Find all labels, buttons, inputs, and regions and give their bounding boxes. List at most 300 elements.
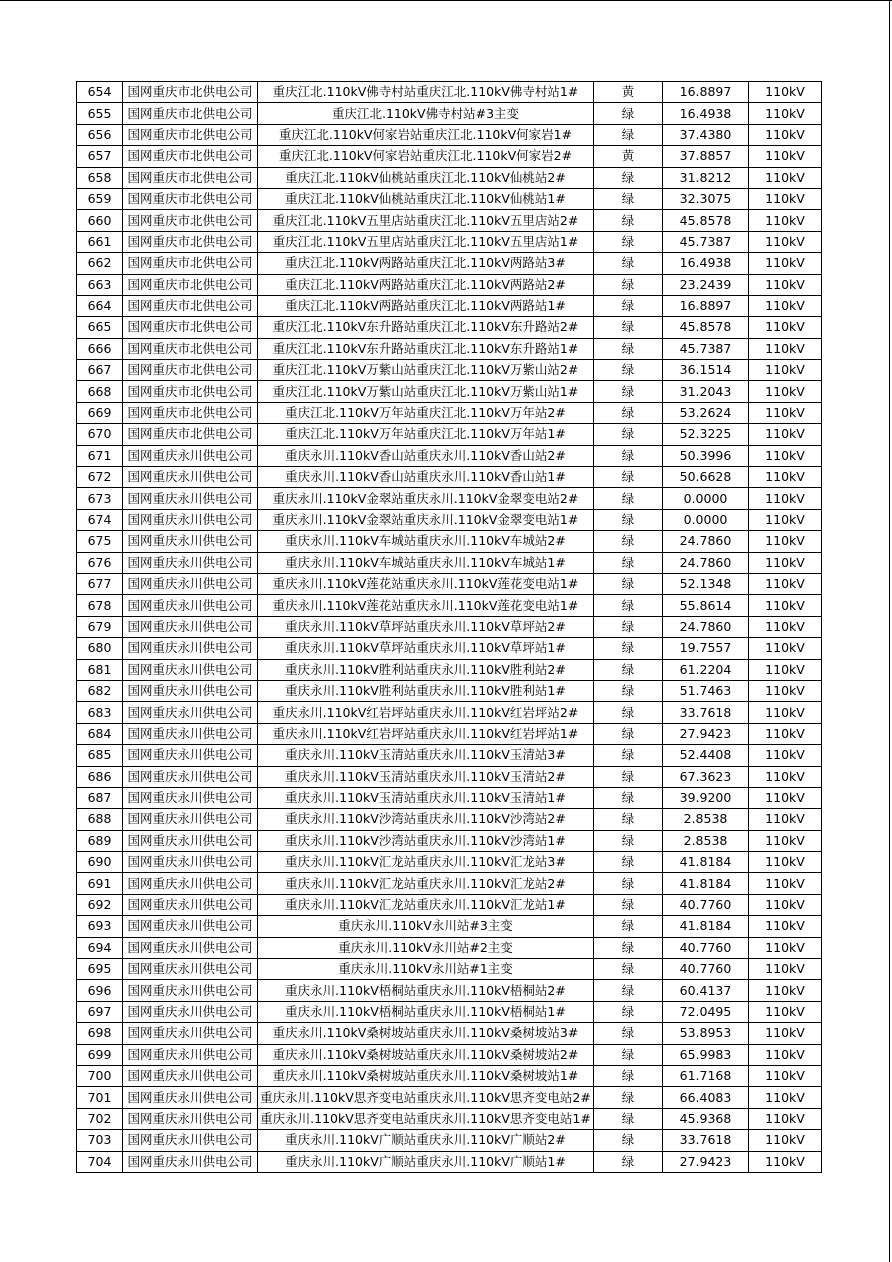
- voltage-cell: 110kV: [749, 894, 822, 915]
- row-index-cell: 665: [77, 317, 123, 338]
- table-row: [77, 787, 822, 808]
- voltage-cell: 110kV: [749, 103, 822, 124]
- value-cell: 37.4380: [663, 124, 749, 145]
- value-cell: 0.0000: [663, 509, 749, 530]
- row-index-cell: 693: [77, 916, 123, 937]
- company-cell: 国网重庆永川供电公司: [123, 787, 258, 808]
- station-name-cell: 重庆永川.110kV思齐变电站重庆永川.110kV思齐变电站1#: [258, 1108, 594, 1129]
- status-cell: 绿: [594, 188, 663, 209]
- row-index-cell: 681: [77, 659, 123, 680]
- table-row: [77, 210, 822, 231]
- table-row: [77, 488, 822, 509]
- row-index-cell: 694: [77, 937, 123, 958]
- row-index-cell: 667: [77, 360, 123, 381]
- company-cell: 国网重庆市北供电公司: [123, 146, 258, 167]
- table-row: [77, 381, 822, 402]
- station-name-cell: 重庆永川.110kV香山站重庆永川.110kV香山站1#: [258, 467, 594, 488]
- station-name-cell: 重庆永川.110kV梧桐站重庆永川.110kV梧桐站2#: [258, 980, 594, 1001]
- company-cell: 国网重庆永川供电公司: [123, 873, 258, 894]
- value-cell: 24.7860: [663, 616, 749, 637]
- voltage-cell: 110kV: [749, 702, 822, 723]
- page-top-border: [0, 0, 892, 1]
- status-cell: 绿: [594, 680, 663, 701]
- status-cell: 绿: [594, 873, 663, 894]
- table-row: [77, 680, 822, 701]
- row-index-cell: 676: [77, 552, 123, 573]
- station-name-cell: 重庆永川.110kV草坪站重庆永川.110kV草坪站1#: [258, 638, 594, 659]
- station-name-cell: 重庆永川.110kV沙湾站重庆永川.110kV沙湾站2#: [258, 809, 594, 830]
- station-name-cell: 重庆永川.110kV广顺站重庆永川.110kV广顺站2#: [258, 1130, 594, 1151]
- row-index-cell: 658: [77, 167, 123, 188]
- table-row: [77, 338, 822, 359]
- value-cell: 52.1348: [663, 573, 749, 594]
- station-name-cell: 重庆永川.110kV汇龙站重庆永川.110kV汇龙站2#: [258, 873, 594, 894]
- row-index-cell: 677: [77, 573, 123, 594]
- value-cell: 31.2043: [663, 381, 749, 402]
- voltage-cell: 110kV: [749, 274, 822, 295]
- table-row: [77, 959, 822, 980]
- voltage-cell: 110kV: [749, 317, 822, 338]
- company-cell: 国网重庆市北供电公司: [123, 274, 258, 295]
- row-index-cell: 682: [77, 680, 123, 701]
- table-row: [77, 146, 822, 167]
- voltage-cell: 110kV: [749, 188, 822, 209]
- value-cell: 39.9200: [663, 787, 749, 808]
- value-cell: 40.7760: [663, 959, 749, 980]
- table-row: [77, 766, 822, 787]
- voltage-cell: 110kV: [749, 873, 822, 894]
- voltage-cell: 110kV: [749, 616, 822, 637]
- table-row: [77, 531, 822, 552]
- value-cell: 19.7557: [663, 638, 749, 659]
- voltage-cell: 110kV: [749, 509, 822, 530]
- table-row: [77, 1023, 822, 1044]
- value-cell: 45.8578: [663, 317, 749, 338]
- table-row: [77, 702, 822, 723]
- row-index-cell: 703: [77, 1130, 123, 1151]
- value-cell: 72.0495: [663, 1001, 749, 1022]
- row-index-cell: 668: [77, 381, 123, 402]
- row-index-cell: 660: [77, 210, 123, 231]
- station-name-cell: 重庆永川.110kV梧桐站重庆永川.110kV梧桐站1#: [258, 1001, 594, 1022]
- table-row: [77, 295, 822, 316]
- status-cell: 绿: [594, 317, 663, 338]
- value-cell: 16.8897: [663, 82, 749, 103]
- company-cell: 国网重庆市北供电公司: [123, 402, 258, 423]
- station-name-cell: 重庆江北.110kV两路站重庆江北.110kV两路站3#: [258, 253, 594, 274]
- station-name-cell: 重庆江北.110kV万年站重庆江北.110kV万年站2#: [258, 402, 594, 423]
- voltage-cell: 110kV: [749, 959, 822, 980]
- voltage-cell: 110kV: [749, 1087, 822, 1108]
- voltage-cell: 110kV: [749, 552, 822, 573]
- voltage-cell: 110kV: [749, 723, 822, 744]
- table-row: [77, 188, 822, 209]
- status-cell: 绿: [594, 766, 663, 787]
- station-name-cell: 重庆江北.110kV万紫山站重庆江北.110kV万紫山站1#: [258, 381, 594, 402]
- status-cell: 绿: [594, 959, 663, 980]
- row-index-cell: 674: [77, 509, 123, 530]
- table-row: [77, 745, 822, 766]
- value-cell: 40.7760: [663, 894, 749, 915]
- status-cell: 绿: [594, 595, 663, 616]
- row-index-cell: 685: [77, 745, 123, 766]
- row-index-cell: 671: [77, 445, 123, 466]
- status-cell: 绿: [594, 210, 663, 231]
- status-cell: 绿: [594, 103, 663, 124]
- status-cell: 绿: [594, 1108, 663, 1129]
- station-name-cell: 重庆永川.110kV玉清站重庆永川.110kV玉清站3#: [258, 745, 594, 766]
- table-row: [77, 980, 822, 1001]
- voltage-cell: 110kV: [749, 980, 822, 1001]
- voltage-cell: 110kV: [749, 787, 822, 808]
- row-index-cell: 699: [77, 1044, 123, 1065]
- row-index-cell: 675: [77, 531, 123, 552]
- table-row: [77, 467, 822, 488]
- value-cell: 50.3996: [663, 445, 749, 466]
- company-cell: 国网重庆市北供电公司: [123, 360, 258, 381]
- row-index-cell: 702: [77, 1108, 123, 1129]
- value-cell: 27.9423: [663, 1151, 749, 1172]
- station-name-cell: 重庆永川.110kV红岩坪站重庆永川.110kV红岩坪站1#: [258, 723, 594, 744]
- value-cell: 41.8184: [663, 873, 749, 894]
- company-cell: 国网重庆市北供电公司: [123, 124, 258, 145]
- row-index-cell: 692: [77, 894, 123, 915]
- table-row: [77, 82, 822, 103]
- table-row: [77, 873, 822, 894]
- voltage-cell: 110kV: [749, 638, 822, 659]
- station-name-cell: 重庆江北.110kV何家岩站重庆江北.110kV何家岩2#: [258, 146, 594, 167]
- table-row: [77, 1087, 822, 1108]
- voltage-cell: 110kV: [749, 360, 822, 381]
- voltage-cell: 110kV: [749, 809, 822, 830]
- voltage-cell: 110kV: [749, 445, 822, 466]
- voltage-cell: 110kV: [749, 1023, 822, 1044]
- company-cell: 国网重庆市北供电公司: [123, 381, 258, 402]
- table-row: [77, 360, 822, 381]
- station-name-cell: 重庆永川.110kV沙湾站重庆永川.110kV沙湾站1#: [258, 830, 594, 851]
- company-cell: 国网重庆市北供电公司: [123, 338, 258, 359]
- voltage-cell: 110kV: [749, 488, 822, 509]
- value-cell: 45.8578: [663, 210, 749, 231]
- value-cell: 52.3225: [663, 424, 749, 445]
- value-cell: 27.9423: [663, 723, 749, 744]
- table-row: [77, 852, 822, 873]
- station-name-cell: 重庆永川.110kV胜利站重庆永川.110kV胜利站1#: [258, 680, 594, 701]
- voltage-cell: 110kV: [749, 124, 822, 145]
- status-cell: 绿: [594, 659, 663, 680]
- station-name-cell: 重庆永川.110kV草坪站重庆永川.110kV草坪站2#: [258, 616, 594, 637]
- table-row: [77, 103, 822, 124]
- company-cell: 国网重庆永川供电公司: [123, 959, 258, 980]
- table-row: [77, 552, 822, 573]
- value-cell: 32.3075: [663, 188, 749, 209]
- value-cell: 50.6628: [663, 467, 749, 488]
- row-index-cell: 683: [77, 702, 123, 723]
- company-cell: 国网重庆永川供电公司: [123, 1130, 258, 1151]
- row-index-cell: 679: [77, 616, 123, 637]
- station-name-cell: 重庆永川.110kV莲花站重庆永川.110kV莲花变电站1#: [258, 573, 594, 594]
- status-cell: 绿: [594, 1044, 663, 1065]
- station-name-cell: 重庆江北.110kV两路站重庆江北.110kV两路站1#: [258, 295, 594, 316]
- table-row: [77, 1044, 822, 1065]
- company-cell: 国网重庆永川供电公司: [123, 745, 258, 766]
- voltage-cell: 110kV: [749, 1001, 822, 1022]
- voltage-cell: 110kV: [749, 295, 822, 316]
- company-cell: 国网重庆永川供电公司: [123, 723, 258, 744]
- company-cell: 国网重庆市北供电公司: [123, 317, 258, 338]
- value-cell: 45.9368: [663, 1108, 749, 1129]
- value-cell: 24.7860: [663, 531, 749, 552]
- status-cell: 绿: [594, 445, 663, 466]
- table-row: [77, 830, 822, 851]
- row-index-cell: 698: [77, 1023, 123, 1044]
- row-index-cell: 696: [77, 980, 123, 1001]
- table-row: [77, 894, 822, 915]
- voltage-cell: 110kV: [749, 1108, 822, 1129]
- station-name-cell: 重庆永川.110kV桑树坡站重庆永川.110kV桑树坡站1#: [258, 1065, 594, 1086]
- company-cell: 国网重庆永川供电公司: [123, 1023, 258, 1044]
- status-cell: 绿: [594, 338, 663, 359]
- company-cell: 国网重庆永川供电公司: [123, 616, 258, 637]
- status-cell: 绿: [594, 424, 663, 445]
- table-row: [77, 616, 822, 637]
- voltage-cell: 110kV: [749, 916, 822, 937]
- station-name-cell: 重庆江北.110kV佛寺村站重庆江北.110kV佛寺村站1#: [258, 82, 594, 103]
- status-cell: 绿: [594, 787, 663, 808]
- value-cell: 16.4938: [663, 253, 749, 274]
- company-cell: 国网重庆永川供电公司: [123, 852, 258, 873]
- voltage-cell: 110kV: [749, 659, 822, 680]
- table-row: [77, 124, 822, 145]
- voltage-cell: 110kV: [749, 424, 822, 445]
- company-cell: 国网重庆永川供电公司: [123, 1001, 258, 1022]
- status-cell: 绿: [594, 488, 663, 509]
- data-table: [76, 81, 822, 1173]
- row-index-cell: 687: [77, 787, 123, 808]
- table-row: [77, 723, 822, 744]
- company-cell: 国网重庆市北供电公司: [123, 424, 258, 445]
- company-cell: 国网重庆永川供电公司: [123, 509, 258, 530]
- company-cell: 国网重庆永川供电公司: [123, 659, 258, 680]
- company-cell: 国网重庆永川供电公司: [123, 531, 258, 552]
- value-cell: 60.4137: [663, 980, 749, 1001]
- row-index-cell: 689: [77, 830, 123, 851]
- station-name-cell: 重庆永川.110kV桑树坡站重庆永川.110kV桑树坡站3#: [258, 1023, 594, 1044]
- row-index-cell: 700: [77, 1065, 123, 1086]
- value-cell: 0.0000: [663, 488, 749, 509]
- station-name-cell: 重庆江北.110kV东升路站重庆江北.110kV东升路站2#: [258, 317, 594, 338]
- value-cell: 24.7860: [663, 552, 749, 573]
- station-name-cell: 重庆永川.110kV桑树坡站重庆永川.110kV桑树坡站2#: [258, 1044, 594, 1065]
- station-name-cell: 重庆江北.110kV仙桃站重庆江北.110kV仙桃站2#: [258, 167, 594, 188]
- voltage-cell: 110kV: [749, 253, 822, 274]
- value-cell: 2.8538: [663, 809, 749, 830]
- voltage-cell: 110kV: [749, 1130, 822, 1151]
- row-index-cell: 688: [77, 809, 123, 830]
- row-index-cell: 704: [77, 1151, 123, 1172]
- table-row: [77, 937, 822, 958]
- table-body: [77, 82, 822, 1173]
- status-cell: 绿: [594, 573, 663, 594]
- value-cell: 37.8857: [663, 146, 749, 167]
- status-cell: 绿: [594, 616, 663, 637]
- company-cell: 国网重庆永川供电公司: [123, 573, 258, 594]
- voltage-cell: 110kV: [749, 402, 822, 423]
- company-cell: 国网重庆永川供电公司: [123, 766, 258, 787]
- status-cell: 绿: [594, 852, 663, 873]
- row-index-cell: 672: [77, 467, 123, 488]
- row-index-cell: 659: [77, 188, 123, 209]
- value-cell: 41.8184: [663, 916, 749, 937]
- status-cell: 绿: [594, 552, 663, 573]
- status-cell: 绿: [594, 402, 663, 423]
- voltage-cell: 110kV: [749, 1065, 822, 1086]
- company-cell: 国网重庆市北供电公司: [123, 188, 258, 209]
- status-cell: 绿: [594, 916, 663, 937]
- station-name-cell: 重庆永川.110kV金翠站重庆永川.110kV金翠变电站1#: [258, 509, 594, 530]
- company-cell: 国网重庆永川供电公司: [123, 1044, 258, 1065]
- voltage-cell: 110kV: [749, 1151, 822, 1172]
- voltage-cell: 110kV: [749, 231, 822, 252]
- company-cell: 国网重庆永川供电公司: [123, 809, 258, 830]
- table-row: [77, 1065, 822, 1086]
- value-cell: 16.4938: [663, 103, 749, 124]
- row-index-cell: 662: [77, 253, 123, 274]
- status-cell: 绿: [594, 1087, 663, 1108]
- status-cell: 绿: [594, 531, 663, 552]
- row-index-cell: 695: [77, 959, 123, 980]
- company-cell: 国网重庆永川供电公司: [123, 638, 258, 659]
- station-name-cell: 重庆永川.110kV莲花站重庆永川.110kV莲花变电站1#: [258, 595, 594, 616]
- value-cell: 51.7463: [663, 680, 749, 701]
- company-cell: 国网重庆永川供电公司: [123, 916, 258, 937]
- status-cell: 绿: [594, 745, 663, 766]
- status-cell: 绿: [594, 702, 663, 723]
- company-cell: 国网重庆永川供电公司: [123, 552, 258, 573]
- status-cell: 绿: [594, 937, 663, 958]
- station-name-cell: 重庆江北.110kV东升路站重庆江北.110kV东升路站1#: [258, 338, 594, 359]
- table-row: [77, 509, 822, 530]
- row-index-cell: 701: [77, 1087, 123, 1108]
- station-name-cell: 重庆永川.110kV思齐变电站重庆永川.110kV思齐变电站2#: [258, 1087, 594, 1108]
- company-cell: 国网重庆市北供电公司: [123, 210, 258, 231]
- value-cell: 61.2204: [663, 659, 749, 680]
- table-row: [77, 253, 822, 274]
- voltage-cell: 110kV: [749, 146, 822, 167]
- value-cell: 36.1514: [663, 360, 749, 381]
- status-cell: 绿: [594, 124, 663, 145]
- row-index-cell: 655: [77, 103, 123, 124]
- table-row: [77, 1001, 822, 1022]
- station-name-cell: 重庆永川.110kV玉清站重庆永川.110kV玉清站2#: [258, 766, 594, 787]
- value-cell: 53.8953: [663, 1023, 749, 1044]
- table-row: [77, 317, 822, 338]
- value-cell: 2.8538: [663, 830, 749, 851]
- status-cell: 绿: [594, 231, 663, 252]
- table-row: [77, 445, 822, 466]
- status-cell: 黄: [594, 146, 663, 167]
- voltage-cell: 110kV: [749, 467, 822, 488]
- value-cell: 45.7387: [663, 231, 749, 252]
- table-row: [77, 231, 822, 252]
- value-cell: 16.8897: [663, 295, 749, 316]
- status-cell: 绿: [594, 295, 663, 316]
- row-index-cell: 691: [77, 873, 123, 894]
- company-cell: 国网重庆市北供电公司: [123, 295, 258, 316]
- value-cell: 41.8184: [663, 852, 749, 873]
- value-cell: 53.2624: [663, 402, 749, 423]
- table-row: [77, 638, 822, 659]
- station-name-cell: 重庆江北.110kV五里店站重庆江北.110kV五里店站2#: [258, 210, 594, 231]
- row-index-cell: 657: [77, 146, 123, 167]
- voltage-cell: 110kV: [749, 82, 822, 103]
- row-index-cell: 654: [77, 82, 123, 103]
- table-row: [77, 916, 822, 937]
- company-cell: 国网重庆市北供电公司: [123, 253, 258, 274]
- station-name-cell: 重庆江北.110kV两路站重庆江北.110kV两路站2#: [258, 274, 594, 295]
- table-row: [77, 167, 822, 188]
- company-cell: 国网重庆永川供电公司: [123, 980, 258, 1001]
- station-name-cell: 重庆永川.110kV金翠站重庆永川.110kV金翠变电站2#: [258, 488, 594, 509]
- row-index-cell: 686: [77, 766, 123, 787]
- status-cell: 绿: [594, 467, 663, 488]
- row-index-cell: 670: [77, 424, 123, 445]
- station-name-cell: 重庆永川.110kV车城站重庆永川.110kV车城站2#: [258, 531, 594, 552]
- voltage-cell: 110kV: [749, 937, 822, 958]
- voltage-cell: 110kV: [749, 745, 822, 766]
- status-cell: 绿: [594, 253, 663, 274]
- station-name-cell: 重庆永川.110kV永川站#1主变: [258, 959, 594, 980]
- table-row: [77, 424, 822, 445]
- voltage-cell: 110kV: [749, 852, 822, 873]
- voltage-cell: 110kV: [749, 167, 822, 188]
- table-row: [77, 659, 822, 680]
- row-index-cell: 663: [77, 274, 123, 295]
- table-row: [77, 595, 822, 616]
- station-name-cell: 重庆永川.110kV车城站重庆永川.110kV车城站1#: [258, 552, 594, 573]
- voltage-cell: 110kV: [749, 595, 822, 616]
- voltage-cell: 110kV: [749, 573, 822, 594]
- station-name-cell: 重庆江北.110kV万年站重庆江北.110kV万年站1#: [258, 424, 594, 445]
- value-cell: 31.8212: [663, 167, 749, 188]
- company-cell: 国网重庆永川供电公司: [123, 702, 258, 723]
- status-cell: 绿: [594, 830, 663, 851]
- value-cell: 67.3623: [663, 766, 749, 787]
- company-cell: 国网重庆市北供电公司: [123, 167, 258, 188]
- page-right-border: [889, 0, 890, 1262]
- row-index-cell: 661: [77, 231, 123, 252]
- company-cell: 国网重庆市北供电公司: [123, 231, 258, 252]
- value-cell: 45.7387: [663, 338, 749, 359]
- station-name-cell: 重庆永川.110kV永川站#3主变: [258, 916, 594, 937]
- value-cell: 33.7618: [663, 1130, 749, 1151]
- station-name-cell: 重庆永川.110kV汇龙站重庆永川.110kV汇龙站1#: [258, 894, 594, 915]
- voltage-cell: 110kV: [749, 766, 822, 787]
- row-index-cell: 664: [77, 295, 123, 316]
- value-cell: 40.7760: [663, 937, 749, 958]
- company-cell: 国网重庆永川供电公司: [123, 830, 258, 851]
- table-row: [77, 274, 822, 295]
- value-cell: 61.7168: [663, 1065, 749, 1086]
- company-cell: 国网重庆市北供电公司: [123, 103, 258, 124]
- row-index-cell: 680: [77, 638, 123, 659]
- voltage-cell: 110kV: [749, 680, 822, 701]
- value-cell: 23.2439: [663, 274, 749, 295]
- row-index-cell: 669: [77, 402, 123, 423]
- table-row: [77, 573, 822, 594]
- value-cell: 55.8614: [663, 595, 749, 616]
- status-cell: 绿: [594, 274, 663, 295]
